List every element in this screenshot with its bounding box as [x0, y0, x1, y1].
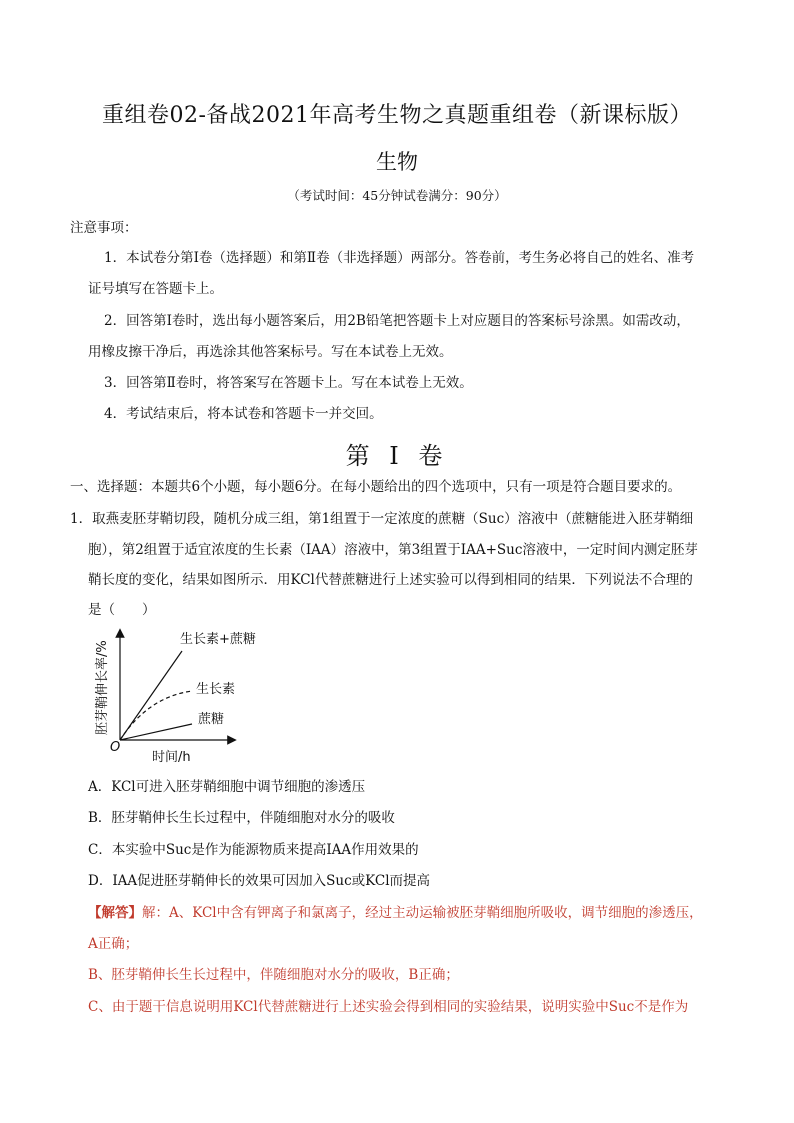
- note-1-line-1: 1．本试卷分第Ⅰ卷（选择题）和第Ⅱ卷（非选择题）两部分。答卷前，考生务必将自己的姓名、准考: [104, 250, 695, 266]
- option-a: A．KCl可进入胚芽鞘细胞中调节细胞的渗透压: [88, 779, 366, 795]
- answer-line-1: [88, 903, 703, 923]
- answer-line-4: C、由于题干信息说明用KCl代替蔗糖进行上述实验会得到相同的实验结果，说明实验中Suc不是作为: [88, 999, 689, 1015]
- question-1-line-4: 是（ ）: [88, 602, 156, 618]
- question-1-line-3: 鞘长度的变化，结果如图所示．用KCl代替蔗糖进行上述实验可以得到相同的结果．下列说法不合理的: [88, 572, 693, 588]
- answer-text-1: 解：A、KCl中含有钾离子和氯离子，经过主动运输被胚芽鞘细胞所吸收，调节细胞的渗透压，: [142, 905, 703, 921]
- note-2-line-2: 用橡皮擦干净后，再选涂其他答案标号。写在本试卷上无效。: [88, 344, 453, 360]
- notes-heading: 注意事项：: [70, 220, 138, 236]
- answer-line-2: A正确；: [88, 936, 139, 952]
- x-axis-label: 时间/h: [152, 750, 191, 765]
- origin-label: O: [110, 740, 121, 755]
- section-instruction: 一、选择题：本题共6个小题，每小题6分。在每小题给出的四个选项中，只有一项是符合题目要求的。: [70, 479, 682, 495]
- series-label-auxin-sucrose: 生长素+蔗糖: [180, 632, 256, 647]
- question-1-line-2: 胞），第2组置于适宜浓度的生长素（IAA）溶液中，第3组置于IAA+Suc溶液中，一定时间内测定胚芽: [88, 542, 698, 558]
- note-2-line-1: 2．回答第Ⅰ卷时，选出每小题答案后，用2B铅笔把答题卡上对应题目的答案标号涂黑。如需改动，: [104, 313, 690, 329]
- option-b: B．胚芽鞘伸长生长过程中，伴随细胞对水分的吸收: [88, 810, 395, 826]
- answer-label: 【解答】: [88, 905, 142, 921]
- note-4: 4．考试结束后，将本试卷和答题卡一并交回。: [104, 406, 383, 422]
- note-3: 3．回答第Ⅱ卷时，将答案写在答题卡上。写在本试卷上无效。: [104, 375, 473, 391]
- growth-chart: [86, 625, 286, 775]
- question-1-line-1: 1．取燕麦胚芽鞘切段，随机分成三组，第1组置于一定浓度的蔗糖（Suc）溶液中（蔗糖能进入胚芽鞘细: [70, 511, 694, 527]
- answer-line-3: B、胚芽鞘伸长生长过程中，伴随细胞对水分的吸收，B正确；: [88, 967, 459, 983]
- series-label-auxin: 生长素: [196, 682, 236, 697]
- note-1-line-2: 证号填写在答题卡上。: [88, 281, 223, 297]
- series-line-auxin: [120, 691, 192, 740]
- option-d: D．IAA促进胚芽鞘伸长的效果可因加入Suc或KCl而提高: [88, 873, 431, 889]
- y-axis-label: 胚芽鞘伸长率/%: [95, 640, 110, 735]
- option-c: C．本实验中Suc是作为能源物质来提高IAA作用效果的: [88, 842, 419, 858]
- subject-title: 生物: [376, 150, 418, 174]
- series-label-sucrose: 蔗糖: [198, 712, 225, 727]
- exam-info: （考试时间：45分钟试卷满分：90分）: [287, 188, 507, 203]
- document-title: 重组卷02-备战2021年高考生物之真题重组卷（新课标版）: [102, 103, 692, 128]
- section-title: 第 I 卷: [345, 442, 449, 470]
